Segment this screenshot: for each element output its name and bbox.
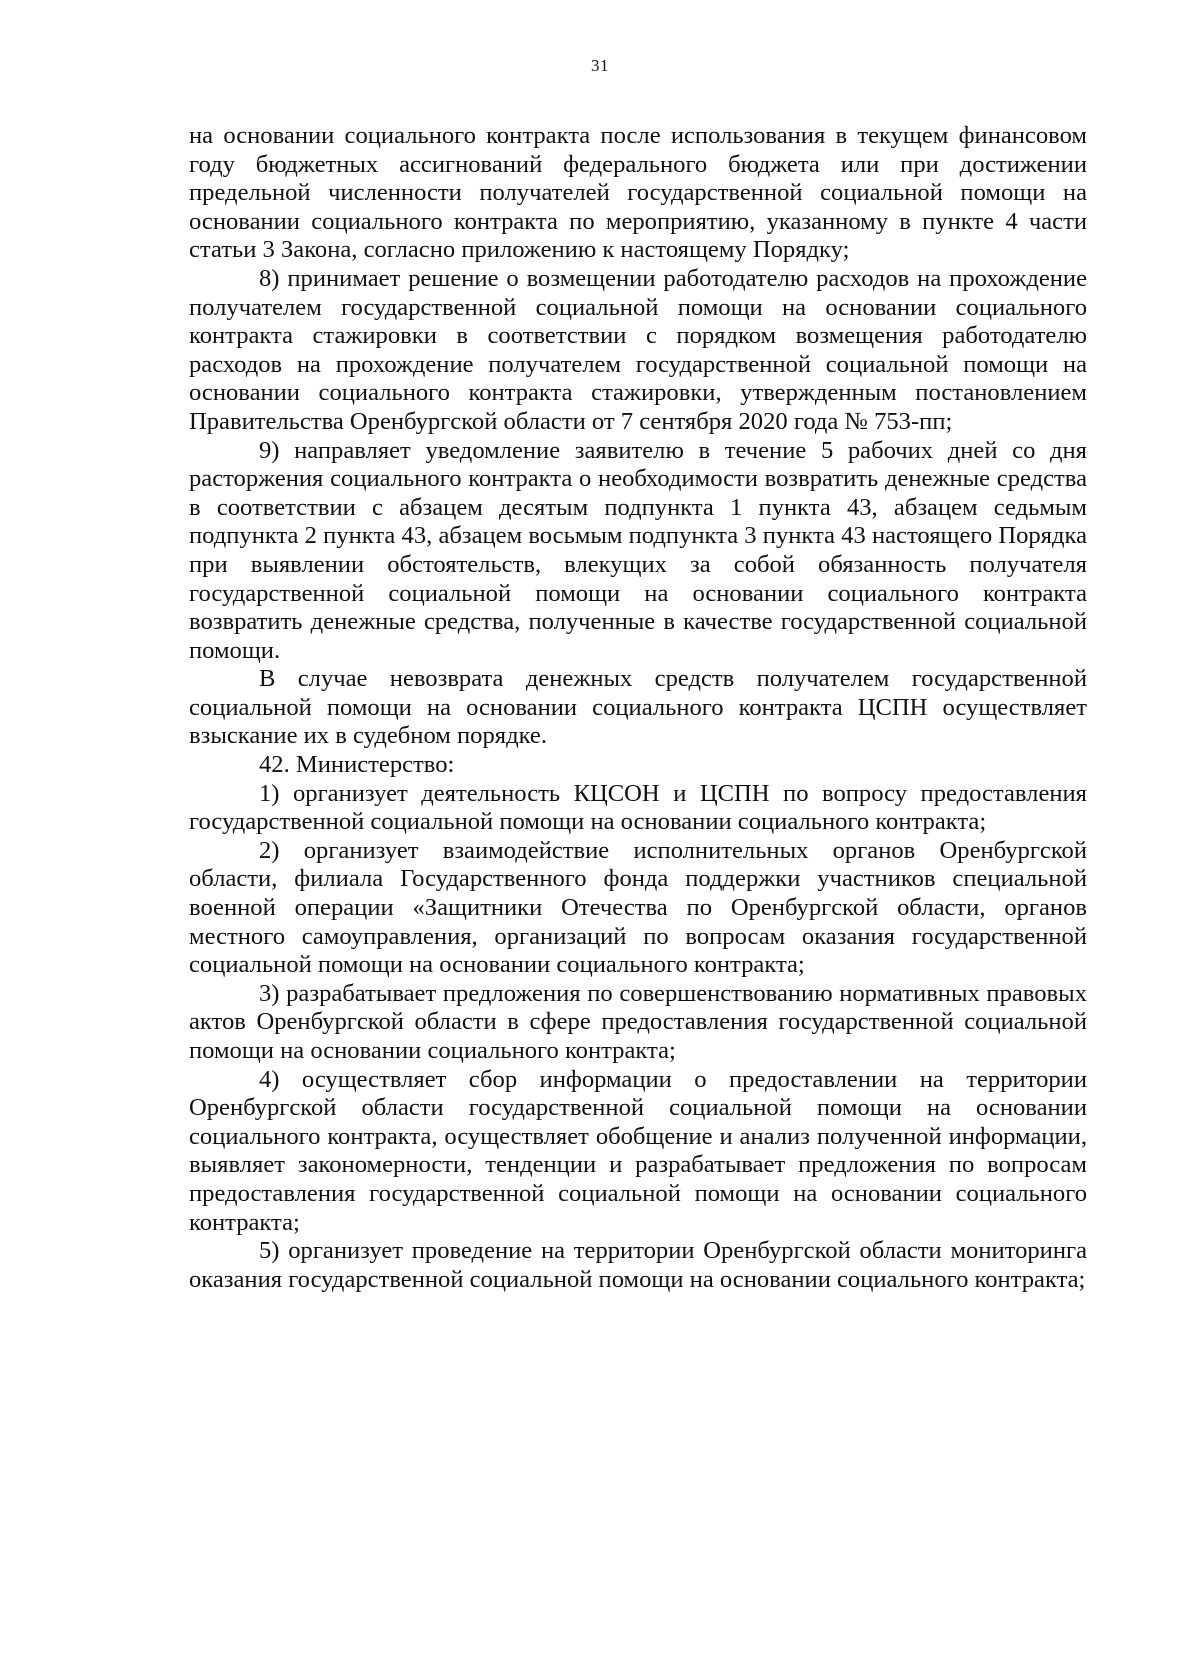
- document-body: [189, 122, 1087, 1294]
- paragraph-42-item-2: 2) организует взаимодействие исполнительных органов Оренбургской области, филиала Государственного фонда поддержки участников специальной военной операции «Защитники Отечества по Оренбургской области, органов местного самоуправления, организаций по вопросам оказания государственной социальной помощи на основании социального контракта;: [189, 836, 1087, 979]
- paragraph-42-item-5: 5) организует проведение на территории Оренбургской области мониторинга оказания государственной социальной помощи на основании социального контракта;: [189, 1237, 1087, 1293]
- paragraph-non-return: В случае невозврата денежных средств получателем государственной социальной помощи на основании социального контракта ЦСПН осуществляет взыскание их в судебном порядке.: [189, 665, 1087, 750]
- page-number: 31: [591, 56, 609, 75]
- paragraph-item-8: 8) принимает решение о возмещении работодателю расходов на прохождение получателем государственной социальной помощи на основании социального контракта стажировки в соответствии с порядком возмещения работодателю расходов на прохождение получателем государственной социальной помощи на основании социального контракта стажировки, утвержденным постановлением Правительства Оренбургской области от 7 сентября 2020 года № 753-пп;: [189, 264, 1087, 435]
- paragraph-42-item-3: 3) разрабатывает предложения по совершенствованию нормативных правовых актов Оренбургской области в сфере предоставления государственной социальной помощи на основании социального контракта;: [189, 979, 1087, 1064]
- paragraph-item-9: 9) направляет уведомление заявителю в течение 5 рабочих дней со дня расторжения социального контракта о необходимости возвратить денежные средства в соответствии с абзацем десятым подпункта 1 пункта 43, абзацем седьмым подпункта 2 пункта 43, абзацем восьмым подпункта 3 пункта 43 настоящего Порядка при выявлении обстоятельств, влекущих за собой обязанность получателя государственной социальной помощи на основании социального контракта возвратить денежные средства, полученные в качестве государственной социальной помощи.: [189, 436, 1087, 664]
- paragraph-42-item-4: 4) осуществляет сбор информации о предоставлении на территории Оренбургской области государственной социальной помощи на основании социального контракта, осуществляет обобщение и анализ полученной информации, выявляет закономерности, тенденции и разрабатывает предложения по вопросам предоставления государственной социальной помощи на основании социального контракта;: [189, 1065, 1087, 1236]
- paragraph-continuation: на основании социального контракта после использования в текущем финансовом году бюджетных ассигнований федерального бюджета или при достижении предельной численности получателей государственной социальной помощи на основании социального контракта по мероприятию, указанному в пункте 4 части статьи 3 Закона, согласно приложению к настоящему Порядку;: [189, 122, 1087, 264]
- paragraph-section-42: 42. Министерство:: [259, 751, 455, 779]
- paragraph-42-item-1: 1) организует деятельность КЦСОН и ЦСПН по вопросу предоставления государственной социальной помощи на основании социального контракта;: [189, 779, 1087, 836]
